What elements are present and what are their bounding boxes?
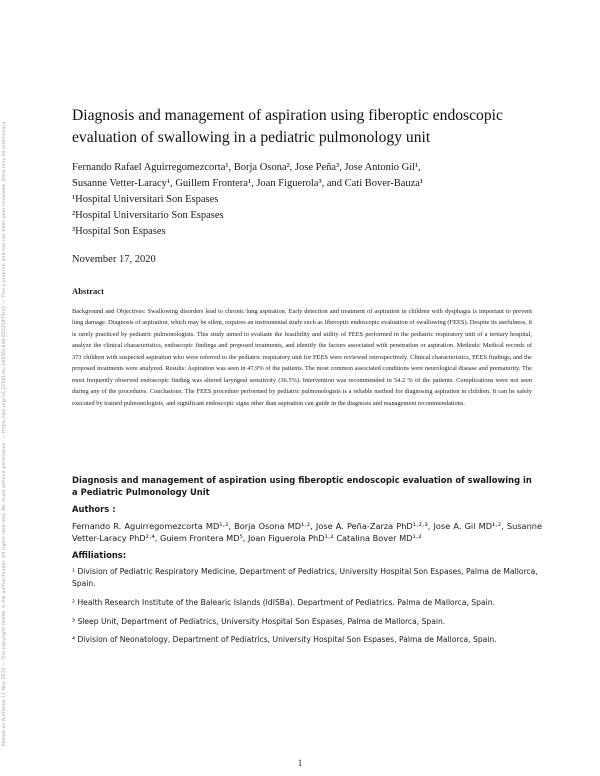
paper-title: Diagnosis and management of aspiration using fiberoptic endoscopic evaluation of swallowing in a pediatric pulmonology unit — [72, 107, 503, 146]
publication-date: November 17, 2020 — [72, 254, 156, 265]
author-line: Fernando Rafael Aguirregomezcorta¹, Borja Osona², Jose Peña³, Jose Antonio Gil¹, — [72, 162, 421, 173]
abstract-heading: Abstract — [72, 286, 104, 296]
affiliation-paragraph: ⁴ Division of Neonatology, Department of Pediatrics, University Hospital Son Espases, Palma de Mallorca, Spain. — [72, 635, 497, 645]
affiliations-heading: Affiliations: — [72, 550, 127, 560]
affiliation-item: ³Hospital Son Espases — [72, 226, 166, 237]
affiliation-item: ²Hospital Universitario Son Espases — [72, 210, 224, 221]
affiliation-list — [72, 192, 224, 240]
abstract-text: Background and Objectives: Swallowing disorders lead to chronic lung aspiration. Early detection and treatment of aspiration in children with dysphagia is important to prevent lung damage. Diagnosis of aspiration, which may be silent, requires an instrumental study such as fiberoptic endoscopic evaluation of swallowing (FEES). Despite its usefulness, it is rarely practiced by pediatric pulmonologists. This study aimed to evaluate the feasibility and utility of FEES performed in the pediatric respiratory unit of a tertiary hospital, analyze the clinical characteristics, endoscopic findings and proposed treatments, and identify the factors associated with penetration or aspiration. Methods: Medical records of 373 children with suspected aspiration who were referred to the pediatric respiratory unit for FEES were reviewed retrospectively. Clinical characteristics, FEES findings, and the proposed treatments were analyzed. Results: Aspiration was seen in 47.9% of the patients. The most common associated conditions were neurological disease and prematurity. The most frequently observed endoscopic finding was altered laryngeal sensitivity (36.5%). Intervention was recommended in 54.2 % of the patients. Complications were not seen during any of the procedures. Conclusions: The FEES procedure performed by pediatric pulmonologists is a reliable method for diagnosing aspiration in children. It can be safely executed by trained pulmonologists, and significant endoscopic signs other than aspiration can guide in the diagnosis and management recommendations. — [72, 308, 532, 407]
author-line: Susanne Vetter-Laracy¹, Guillem Frontera¹, Joan Figuerola³, and Cati Bover-Bauza¹ — [72, 178, 424, 189]
affiliation-paragraph: ¹ Division of Pediatric Respiratory Medicine, Department of Pediatrics, University Hospital Son Espases, Palma de Mallorca, Spain. — [72, 567, 538, 589]
affiliation-item: ¹Hospital Universitari Son Espases — [72, 194, 219, 205]
author-list — [72, 160, 542, 192]
authors-text: Fernando R. Aguirregomezcorta MD¹·², Borja Osona MD¹·², Jose A. Peña-Zarza PhD¹·²·³, Jose A. Gil MD¹·², Susanne Vetter-Laracy PhD²·⁴, Guiem Frontera MD⁵, Joan Figuerola PhD¹·² Catalina Bover MD¹·² — [72, 521, 542, 544]
authors-heading: Authors : — [72, 504, 116, 514]
affiliations-block — [72, 566, 542, 653]
page-number: 1 — [297, 758, 303, 768]
side-watermark: Posted on Authorea 17 Nov 2020 — The copyright holder is the author/funder. All rights reserved. No reuse without permission. — https://doi.org/10.22541/au.160561838.85521975/v1 — This a preprint and has not been peer reviewed. Data may be preliminary. — [2, 120, 7, 746]
affiliation-paragraph: ² Health Research Institute of the Balearic Islands (IdISBa). Department of Pediatrics. Palma de Mallorca, Spain. — [72, 597, 495, 607]
section-title: Diagnosis and management of aspiration using fiberoptic endoscopic evaluation of swallowing in a Pediatric Pulmonology Unit — [72, 475, 532, 497]
affiliation-paragraph: ³ Sleep Unit, Department of Pediatrics, University Hospital Son Espases, Palma de Mallorca, Spain. — [72, 616, 446, 626]
